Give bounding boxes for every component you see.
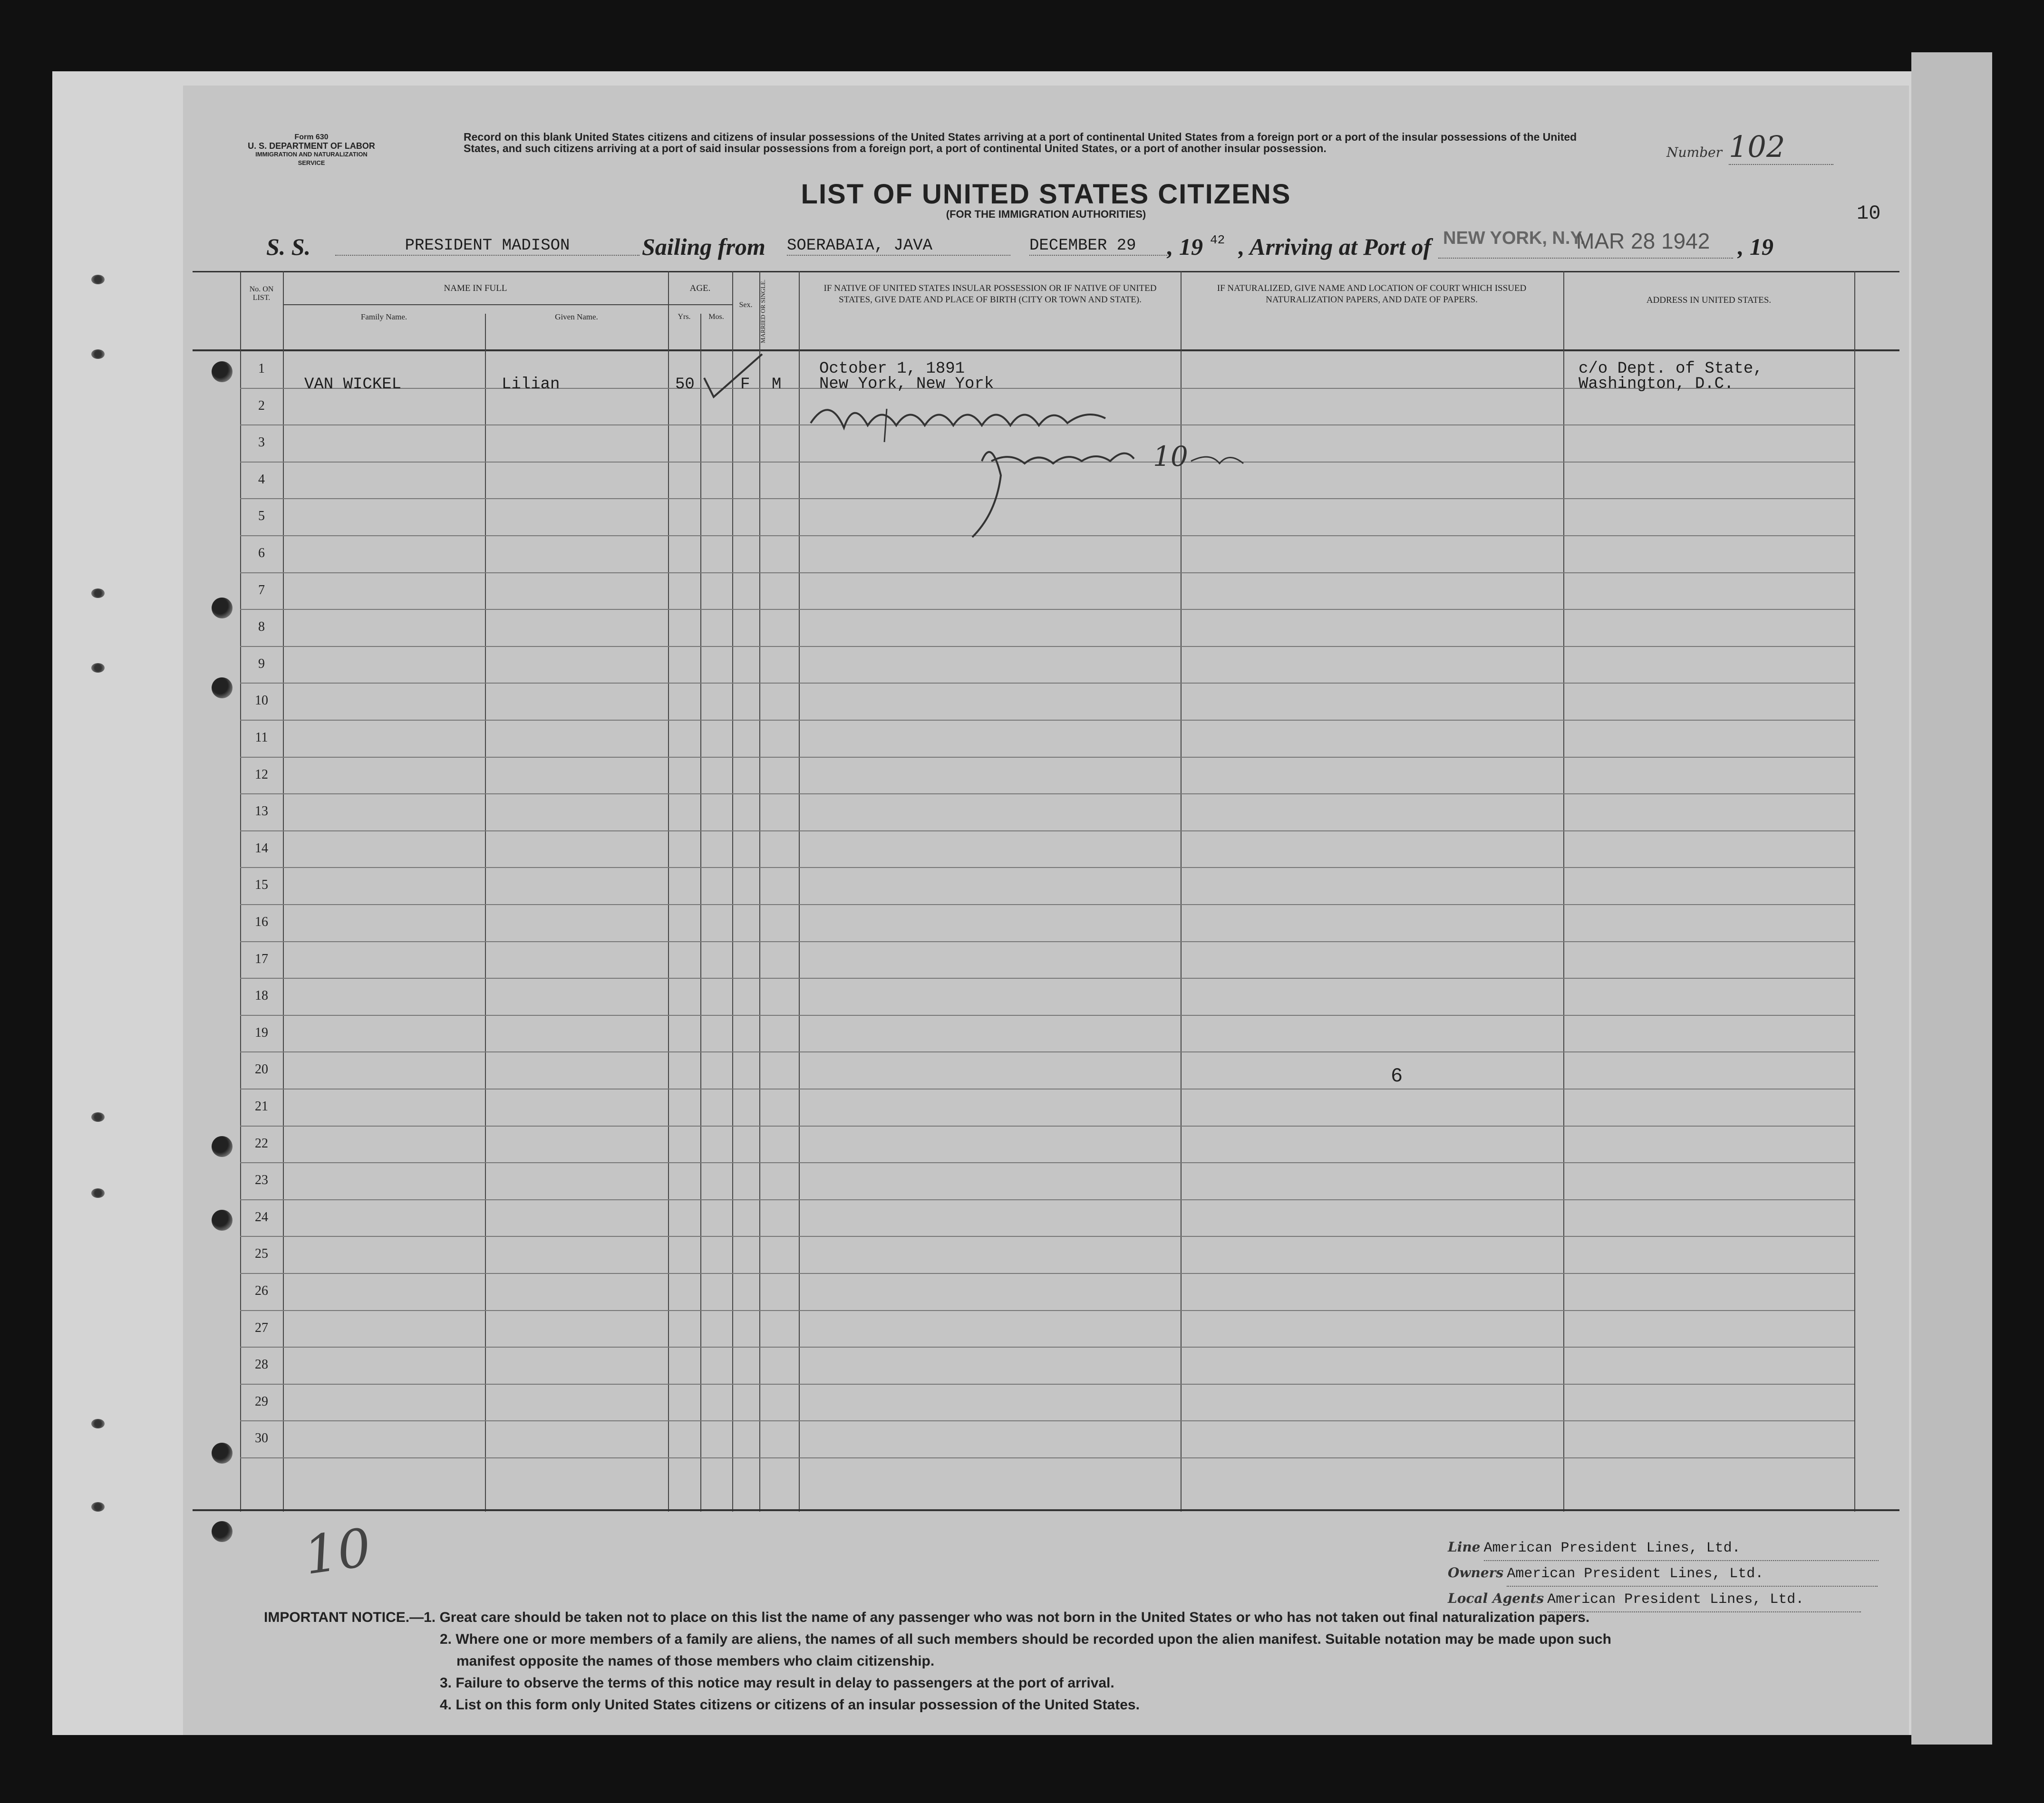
- owners-label: Owners: [1448, 1565, 1504, 1581]
- entry-family-name: VAN WICKEL: [304, 376, 402, 394]
- table-row-rule: [240, 1457, 1854, 1458]
- header-no: No. ON LIST.: [249, 285, 274, 302]
- row-number: 8: [258, 619, 265, 635]
- punch-hole: [91, 275, 105, 284]
- row-number: 23: [255, 1173, 268, 1188]
- col-divider: [732, 271, 733, 1512]
- header-address: ADDRESS IN UNITED STATES.: [1646, 295, 1772, 305]
- row-number: 11: [255, 730, 268, 745]
- ship-name: PRESIDENT MADISON: [335, 237, 639, 256]
- table-row-rule: [240, 1347, 1854, 1348]
- number-label: Number: [1666, 145, 1722, 160]
- table-bottom-rule: [193, 1509, 1899, 1511]
- header-given-name: Given Name.: [555, 312, 598, 321]
- row-number: 28: [255, 1357, 268, 1372]
- header-name-in-full: NAME IN FULL: [444, 283, 507, 293]
- header-native: IF NATIVE OF UNITED STATES INSULAR POSSESSION OR IF NATIVE OF UNITED STATES, GIVE DATE AND PLACE OF BIRTH (CITY OR TOWN AND STATE).: [823, 283, 1157, 305]
- row-number: 22: [255, 1136, 268, 1151]
- row-number: 1: [258, 361, 265, 376]
- header-age: AGE.: [689, 283, 711, 293]
- table-row-rule: [240, 1089, 1854, 1090]
- table-row-rule: [240, 1126, 1854, 1127]
- sheet-number: 10: [1857, 202, 1881, 225]
- svg-text:10: 10: [1153, 440, 1188, 472]
- arrival-year: , 19: [1738, 233, 1773, 260]
- from-port: SOERABAIA, JAVA: [787, 237, 1010, 256]
- year-suffix: 42: [1210, 233, 1225, 247]
- table-row-rule: [240, 683, 1854, 684]
- col-divider: [668, 271, 669, 1512]
- page-subtitle: (FOR THE IMMIGRATION AUTHORITIES): [946, 208, 1146, 220]
- sailing-date: DECEMBER 29: [1029, 237, 1167, 256]
- punch-hole: [212, 1210, 232, 1231]
- row-number: 3: [258, 435, 265, 450]
- table-row-rule: [240, 1015, 1854, 1016]
- col-divider: [485, 314, 486, 1512]
- row-number: 15: [255, 877, 268, 893]
- table-row-rule: [240, 978, 1854, 979]
- table-row-rule: [240, 646, 1854, 647]
- row-number: 14: [255, 840, 268, 856]
- row-number: 20: [255, 1062, 268, 1077]
- address-line-2: Washington, D.C.: [1579, 375, 1734, 393]
- row-number: 26: [255, 1283, 268, 1298]
- form-number: Form 630: [294, 133, 329, 141]
- year-prefix: , 19: [1167, 233, 1203, 260]
- table-row-rule: [240, 1384, 1854, 1385]
- table-row-rule: [240, 1162, 1854, 1163]
- entry-given-name: Lilian: [502, 376, 560, 394]
- table-row-rule: [240, 1199, 1854, 1200]
- col-divider: [759, 271, 760, 1512]
- agents-value: American President Lines, Ltd.: [1547, 1588, 1861, 1612]
- owners-value: American President Lines, Ltd.: [1507, 1562, 1878, 1587]
- punch-hole: [212, 361, 232, 382]
- table-row-rule: [240, 720, 1854, 721]
- punch-hole: [91, 1188, 105, 1198]
- line-value: American President Lines, Ltd.: [1484, 1536, 1879, 1561]
- header-married: MARRIED OR SINGLE.: [759, 280, 766, 343]
- department-name: U. S. DEPARTMENT OF LABOR: [248, 141, 375, 151]
- punch-hole: [212, 677, 232, 698]
- table-row-rule: [240, 609, 1854, 610]
- instructions-text: Record on this blank United States citizens and citizens of insular possessions of the United States arriving at a port of continental United States from a foreign port or a port of the insular possessions of the United States, and such citizens arriving at a port of said insular possessions from a foreign port, a port of continental United States, or a port of another insular possession.: [464, 131, 1577, 154]
- owners-block: [1448, 1535, 1885, 1612]
- table-row-rule: [240, 1236, 1854, 1237]
- line-row: [1448, 1535, 1885, 1561]
- sailing-label: Sailing from: [642, 233, 765, 260]
- punch-hole: [91, 588, 105, 598]
- handwritten-annotation: [801, 380, 1538, 551]
- table-row-rule: [240, 757, 1854, 758]
- handwritten-number: 10: [300, 1516, 375, 1587]
- important-notice: [264, 1607, 1890, 1716]
- entry-married: M: [772, 376, 782, 394]
- line-label: Line: [1448, 1539, 1481, 1555]
- row-number: 9: [258, 656, 265, 671]
- row-number: 21: [255, 1099, 268, 1114]
- table-row-rule: [240, 793, 1854, 794]
- table-row-rule: [240, 1310, 1854, 1311]
- col-divider: [1854, 271, 1855, 1512]
- age-header-rule: [668, 304, 732, 305]
- row-number: 19: [255, 1025, 268, 1040]
- arrival-date-stamp: MAR 28 1942: [1576, 229, 1710, 253]
- notice-4: 4. List on this form only United States citizens or citizens of an insular possession of the United States.: [440, 1697, 1140, 1713]
- header-naturalized: IF NATURALIZED, GIVE NAME AND LOCATION OF COURT WHICH ISSUED NATURALIZATION PAPERS, AND DATE OF PAPERS.: [1217, 283, 1527, 305]
- number-field: [1666, 129, 1857, 164]
- notice-label: IMPORTANT NOTICE.—: [264, 1610, 424, 1625]
- agents-label: Local Agents: [1448, 1591, 1544, 1606]
- table-row-rule: [240, 830, 1854, 831]
- punch-hole: [212, 1136, 232, 1157]
- arriving-label: , Arriving at Port of: [1239, 233, 1432, 260]
- row-number: 12: [255, 767, 268, 782]
- header-yrs: Yrs.: [678, 313, 691, 321]
- row-number: 29: [255, 1394, 268, 1409]
- notice-3: 3. Failure to observe the terms of this notice may result in delay to passengers at the port of arrival.: [440, 1675, 1114, 1691]
- row-number: 2: [258, 398, 265, 413]
- name-header-rule: [283, 304, 668, 305]
- row-number: 16: [255, 915, 268, 929]
- notice-1: 1. Great care should be taken not to place on this list the name of any passenger who was not born in the United States or who has not taken out final naturalization papers.: [424, 1610, 1590, 1625]
- table-header-rule: [193, 349, 1899, 351]
- manifest-page: [183, 86, 1909, 1735]
- row-number: 27: [255, 1320, 268, 1335]
- row-number: 18: [255, 988, 268, 1003]
- owners-row: [1448, 1561, 1885, 1587]
- notice-2a: 2. Where one or more members of a family are aliens, the names of all such members should be recorded upon the alien manifest. Suitable notation may be made upon such: [440, 1631, 1611, 1647]
- punch-hole: [91, 349, 105, 359]
- row-number: 24: [255, 1209, 268, 1224]
- row-number: 7: [258, 582, 265, 598]
- form-header-block: [245, 133, 378, 167]
- entry-age: 50: [675, 376, 695, 394]
- row-number: 30: [255, 1431, 268, 1446]
- entry-sex: F: [740, 376, 750, 394]
- punch-hole: [91, 1112, 105, 1122]
- punch-hole: [212, 598, 232, 618]
- col-divider: [283, 271, 284, 1512]
- table-row-rule: [240, 1051, 1854, 1052]
- table-row-rule: [240, 941, 1854, 942]
- table-row-rule: [240, 867, 1854, 868]
- arrival-port-stamp: NEW YORK, N.Y.: [1443, 228, 1586, 248]
- col-divider: [799, 271, 800, 1512]
- table-row-rule: [240, 1420, 1854, 1421]
- birth-date: October 1, 1891: [819, 360, 965, 378]
- notice-2b: manifest opposite the names of those members who claim citizenship.: [456, 1653, 935, 1669]
- birth-place: New York, New York: [819, 375, 994, 393]
- col-divider: [700, 314, 701, 1512]
- table-row-rule: [240, 572, 1854, 573]
- address-line-1: c/o Dept. of State,: [1579, 360, 1763, 378]
- row-number: 25: [255, 1246, 268, 1262]
- page-title: LIST OF UNITED STATES CITIZENS: [801, 179, 1291, 210]
- row-number: 17: [255, 951, 268, 966]
- header-family-name: Family Name.: [360, 312, 407, 321]
- header-sex: Sex.: [739, 301, 753, 309]
- punch-hole: [91, 1419, 105, 1428]
- table-top-rule: [193, 271, 1899, 272]
- number-value: 102: [1729, 129, 1833, 165]
- row-number: 4: [258, 472, 265, 487]
- ss-label: S. S.: [266, 233, 311, 260]
- punch-hole: [91, 1502, 105, 1512]
- header-mos: Mos.: [708, 313, 724, 321]
- service-name: IMMIGRATION AND NATURALIZATION SERVICE: [255, 151, 368, 166]
- row-number: 5: [258, 509, 265, 524]
- col-divider: [1563, 271, 1564, 1512]
- stray-number: 6: [1391, 1065, 1403, 1088]
- row-number: 6: [258, 546, 265, 560]
- table-row-rule: [240, 904, 1854, 905]
- table-row-rule: [240, 1273, 1854, 1274]
- punch-hole: [91, 663, 105, 673]
- punch-hole: [212, 1443, 232, 1464]
- underlying-page-edge: [1911, 52, 1992, 1745]
- row-number: 10: [255, 693, 268, 708]
- punch-hole: [212, 1521, 232, 1542]
- row-number: 13: [255, 804, 268, 819]
- check-mark: [700, 349, 767, 402]
- arrival-port-line: [1438, 258, 1733, 259]
- entry-address: [1579, 361, 1763, 392]
